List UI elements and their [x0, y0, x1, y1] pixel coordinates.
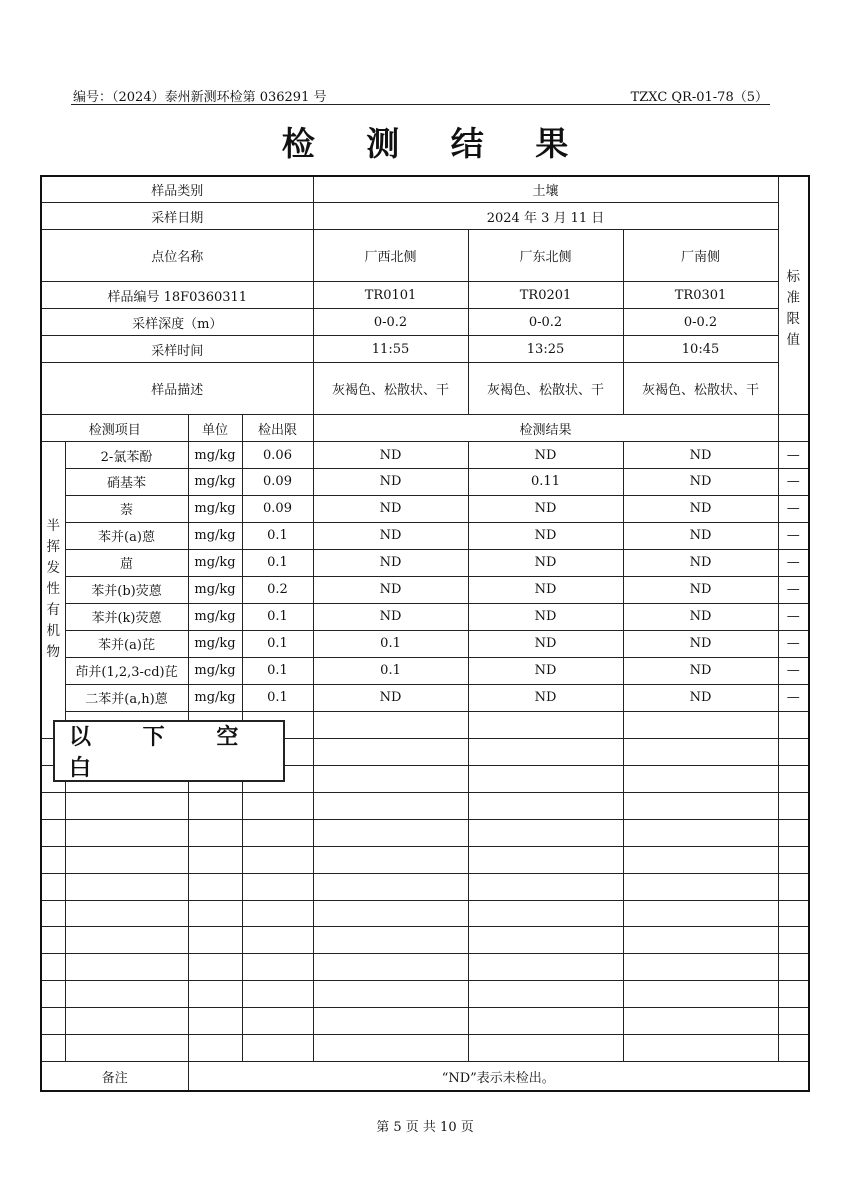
- item-name: 苯并(k)荧蒽: [65, 603, 188, 630]
- standard-header-blank: [778, 415, 809, 442]
- limit-cell: 0.1: [242, 657, 313, 684]
- result-3: ND: [623, 684, 778, 711]
- blank-cell: [623, 873, 778, 900]
- item-name: 苯并(a)芘: [65, 630, 188, 657]
- time-2: 13:25: [468, 336, 623, 363]
- row-description: [41, 363, 809, 415]
- blank-cell: [623, 765, 778, 792]
- row-sample-type: [41, 176, 809, 203]
- blank-row: [41, 900, 809, 927]
- results-table: [40, 175, 810, 1092]
- blank-cell: [65, 927, 188, 954]
- blank-cell: [468, 792, 623, 819]
- blank-cell: [313, 1035, 468, 1062]
- blank-cell: [313, 873, 468, 900]
- form-code: TZXC QR-01-78（5）: [630, 90, 768, 105]
- blank-cell: [468, 1035, 623, 1062]
- blank-cell: [778, 981, 809, 1008]
- blank-cell: [623, 1008, 778, 1035]
- standard-limit-cell: —: [778, 603, 809, 630]
- blank-cell: [468, 738, 623, 765]
- result-2: ND: [468, 603, 623, 630]
- blank-cell: [468, 954, 623, 981]
- result-3: ND: [623, 522, 778, 549]
- limit-cell: 0.1: [242, 630, 313, 657]
- depth-1: 0-0.2: [313, 309, 468, 336]
- blank-cell: [313, 981, 468, 1008]
- blank-cell: [188, 900, 242, 927]
- blank-cell: [778, 711, 809, 738]
- result-3: ND: [623, 576, 778, 603]
- blank-cell: [41, 927, 65, 954]
- limit-cell: 0.09: [242, 469, 313, 496]
- table-row: [41, 657, 809, 684]
- description-label: 样品描述: [41, 363, 313, 415]
- item-name: 硝基苯: [65, 469, 188, 496]
- blank-cell: [65, 900, 188, 927]
- result-header: 检测结果: [313, 415, 778, 442]
- result-3: ND: [623, 469, 778, 496]
- result-1: 0.1: [313, 657, 468, 684]
- blank-cell: [468, 900, 623, 927]
- description-3: 灰褐色、松散状、干: [623, 363, 778, 415]
- blank-cell: [65, 981, 188, 1008]
- standard-limit-cell: —: [778, 576, 809, 603]
- page-title: 检 测 结 果: [281, 124, 589, 163]
- limit-cell: 0.1: [242, 603, 313, 630]
- blank-cell: [313, 792, 468, 819]
- blank-cell: [778, 900, 809, 927]
- unit-cell: mg/kg: [188, 469, 242, 496]
- time-1: 11:55: [313, 336, 468, 363]
- table-row: [41, 603, 809, 630]
- blank-cell: [778, 927, 809, 954]
- blank-cell: [623, 792, 778, 819]
- blank-cell: [313, 765, 468, 792]
- table-row: [41, 442, 809, 469]
- blank-cell: [41, 1035, 65, 1062]
- row-location: [41, 230, 809, 282]
- blank-cell: [188, 873, 242, 900]
- remark-text: “ND”表示未检出。: [188, 1062, 809, 1091]
- blank-cell: [41, 954, 65, 981]
- blank-cell: [188, 846, 242, 873]
- blank-row: [41, 927, 809, 954]
- table-row: [41, 576, 809, 603]
- item-name: 2-氯苯酚: [65, 442, 188, 469]
- blank-row: [41, 1035, 809, 1062]
- limit-cell: 0.1: [242, 684, 313, 711]
- result-2: 0.11: [468, 469, 623, 496]
- blank-cell: [313, 954, 468, 981]
- sample-no-1: TR0101: [313, 282, 468, 309]
- blank-cell: [313, 819, 468, 846]
- blank-cell: [313, 711, 468, 738]
- table-row: [41, 630, 809, 657]
- blank-cell: [778, 765, 809, 792]
- time-label: 采样时间: [41, 336, 313, 363]
- standard-header-top: [778, 176, 809, 203]
- blank-cell: [623, 711, 778, 738]
- result-1: ND: [313, 495, 468, 522]
- standard-limit-cell: —: [778, 657, 809, 684]
- blank-cell: [65, 1035, 188, 1062]
- blank-cell: [313, 738, 468, 765]
- page-footer: 第 5 页 共 10 页: [376, 1120, 474, 1135]
- blank-cell: [468, 1008, 623, 1035]
- blank-cell: [313, 900, 468, 927]
- blank-cell: [65, 819, 188, 846]
- blank-cell: [468, 846, 623, 873]
- blank-cell: [468, 981, 623, 1008]
- blank-cell: [778, 1008, 809, 1035]
- result-2: ND: [468, 442, 623, 469]
- result-3: ND: [623, 603, 778, 630]
- item-name: 茚并(1,2,3-cd)芘: [65, 657, 188, 684]
- depth-2: 0-0.2: [468, 309, 623, 336]
- standard-limit-cell: —: [778, 469, 809, 496]
- sampling-date-label: 采样日期: [41, 203, 313, 230]
- header-rule: [71, 104, 770, 105]
- unit-header: 单位: [188, 415, 242, 442]
- blank-cell: [623, 900, 778, 927]
- result-1: ND: [313, 549, 468, 576]
- blank-row: [41, 873, 809, 900]
- blank-cell: [242, 819, 313, 846]
- limit-cell: 0.2: [242, 576, 313, 603]
- blank-cell: [313, 846, 468, 873]
- blank-cell: [623, 738, 778, 765]
- table-row: [41, 684, 809, 711]
- blank-cell: [623, 846, 778, 873]
- blank-cell: [242, 954, 313, 981]
- unit-cell: mg/kg: [188, 657, 242, 684]
- item-name: 二苯并(a,h)蒽: [65, 684, 188, 711]
- blank-cell: [65, 846, 188, 873]
- item-header: 检测项目: [41, 415, 188, 442]
- result-1: ND: [313, 576, 468, 603]
- result-2: ND: [468, 549, 623, 576]
- blank-cell: [623, 981, 778, 1008]
- blank-cell: [188, 1035, 242, 1062]
- blank-cell: [41, 792, 65, 819]
- blank-cell: [623, 954, 778, 981]
- blank-row: [41, 819, 809, 846]
- unit-cell: mg/kg: [188, 495, 242, 522]
- blank-cell: [188, 792, 242, 819]
- result-1: ND: [313, 469, 468, 496]
- unit-cell: mg/kg: [188, 442, 242, 469]
- blank-cell: [242, 1008, 313, 1035]
- table-row: [41, 495, 809, 522]
- blank-cell: [623, 819, 778, 846]
- remark-label: 备注: [41, 1062, 188, 1091]
- description-2: 灰褐色、松散状、干: [468, 363, 623, 415]
- blank-cell: [623, 1035, 778, 1062]
- standard-limit-cell: —: [778, 522, 809, 549]
- row-depth: [41, 309, 809, 336]
- group-label: 半 挥 发 性 有 机 物: [41, 442, 65, 739]
- table-row: [41, 469, 809, 496]
- result-1: 0.1: [313, 630, 468, 657]
- result-3: ND: [623, 549, 778, 576]
- unit-cell: mg/kg: [188, 522, 242, 549]
- standard-limit-cell: —: [778, 495, 809, 522]
- limit-cell: 0.06: [242, 442, 313, 469]
- blank-row: [41, 792, 809, 819]
- depth-label: 采样深度（m）: [41, 309, 313, 336]
- blank-cell: [313, 927, 468, 954]
- blank-cell: [41, 819, 65, 846]
- table-row: [41, 549, 809, 576]
- blank-cell: [242, 927, 313, 954]
- blank-cell: [41, 900, 65, 927]
- location-1: 厂西北侧: [313, 230, 468, 282]
- blank-cell: [313, 1008, 468, 1035]
- sample-no-2: TR0201: [468, 282, 623, 309]
- blank-cell: [778, 819, 809, 846]
- blank-row: [41, 1008, 809, 1035]
- unit-cell: mg/kg: [188, 576, 242, 603]
- unit-cell: mg/kg: [188, 684, 242, 711]
- blank-cell: [778, 846, 809, 873]
- standard-limit-header: 标 准 限 值: [778, 203, 809, 415]
- row-remark: [41, 1062, 809, 1091]
- result-3: ND: [623, 630, 778, 657]
- blank-cell: [778, 738, 809, 765]
- item-name: 萘: [65, 495, 188, 522]
- blank-cell: [778, 954, 809, 981]
- blank-cell: [188, 927, 242, 954]
- blank-cell: [188, 819, 242, 846]
- blank-cell: [65, 873, 188, 900]
- blank-cell: [242, 792, 313, 819]
- blank-cell: [65, 1008, 188, 1035]
- blank-cell: [242, 981, 313, 1008]
- item-name: 苯并(a)蒽: [65, 522, 188, 549]
- sample-type-value: 土壤: [313, 176, 778, 203]
- blank-row: [41, 846, 809, 873]
- standard-limit-cell: —: [778, 549, 809, 576]
- standard-limit-cell: —: [778, 684, 809, 711]
- limit-cell: 0.09: [242, 495, 313, 522]
- description-1: 灰褐色、松散状、干: [313, 363, 468, 415]
- sampling-date-value: 2024 年 3 月 11 日: [313, 203, 778, 230]
- blank-cell: [778, 873, 809, 900]
- blank-cell: [65, 954, 188, 981]
- sample-no-3: TR0301: [623, 282, 778, 309]
- result-1: ND: [313, 522, 468, 549]
- table-row: [41, 522, 809, 549]
- blank-cell: [41, 981, 65, 1008]
- report-number: 编号：（2024）泰州新测环检第 036291 号: [73, 90, 327, 105]
- blank-row: [41, 954, 809, 981]
- sample-no-label: 样品编号 18F0360311: [41, 282, 313, 309]
- blank-cell: [242, 846, 313, 873]
- blank-cell: [468, 765, 623, 792]
- location-label: 点位名称: [41, 230, 313, 282]
- limit-header: 检出限: [242, 415, 313, 442]
- unit-cell: mg/kg: [188, 603, 242, 630]
- result-2: ND: [468, 684, 623, 711]
- result-1: ND: [313, 603, 468, 630]
- row-column-headers: [41, 415, 809, 442]
- row-sampling-date: [41, 203, 809, 230]
- blank-cell: [778, 1035, 809, 1062]
- blank-cell: [188, 981, 242, 1008]
- blank-below-stamp: 以 下 空 白: [53, 720, 285, 782]
- blank-cell: [778, 792, 809, 819]
- blank-cell: [468, 819, 623, 846]
- standard-limit-cell: —: [778, 630, 809, 657]
- result-2: ND: [468, 522, 623, 549]
- blank-cell: [41, 846, 65, 873]
- blank-cell: [41, 873, 65, 900]
- time-3: 10:45: [623, 336, 778, 363]
- location-2: 厂东北侧: [468, 230, 623, 282]
- result-1: ND: [313, 684, 468, 711]
- blank-cell: [468, 873, 623, 900]
- result-1: ND: [313, 442, 468, 469]
- unit-cell: mg/kg: [188, 630, 242, 657]
- standard-limit-cell: —: [778, 442, 809, 469]
- blank-cell: [468, 927, 623, 954]
- blank-cell: [188, 1008, 242, 1035]
- result-2: ND: [468, 495, 623, 522]
- result-3: ND: [623, 495, 778, 522]
- depth-3: 0-0.2: [623, 309, 778, 336]
- result-3: ND: [623, 442, 778, 469]
- blank-cell: [41, 1008, 65, 1035]
- result-3: ND: [623, 657, 778, 684]
- blank-cell: [242, 873, 313, 900]
- row-time: [41, 336, 809, 363]
- location-3: 厂南侧: [623, 230, 778, 282]
- sample-type-label: 样品类别: [41, 176, 313, 203]
- blank-row: [41, 981, 809, 1008]
- blank-cell: [188, 954, 242, 981]
- result-2: ND: [468, 657, 623, 684]
- item-name: 䓛: [65, 549, 188, 576]
- result-2: ND: [468, 576, 623, 603]
- result-2: ND: [468, 630, 623, 657]
- row-sample-no: [41, 282, 809, 309]
- limit-cell: 0.1: [242, 549, 313, 576]
- item-name: 苯并(b)荧蒽: [65, 576, 188, 603]
- blank-cell: [623, 927, 778, 954]
- blank-cell: [65, 792, 188, 819]
- limit-cell: 0.1: [242, 522, 313, 549]
- blank-cell: [468, 711, 623, 738]
- blank-cell: [242, 1035, 313, 1062]
- unit-cell: mg/kg: [188, 549, 242, 576]
- blank-cell: [242, 900, 313, 927]
